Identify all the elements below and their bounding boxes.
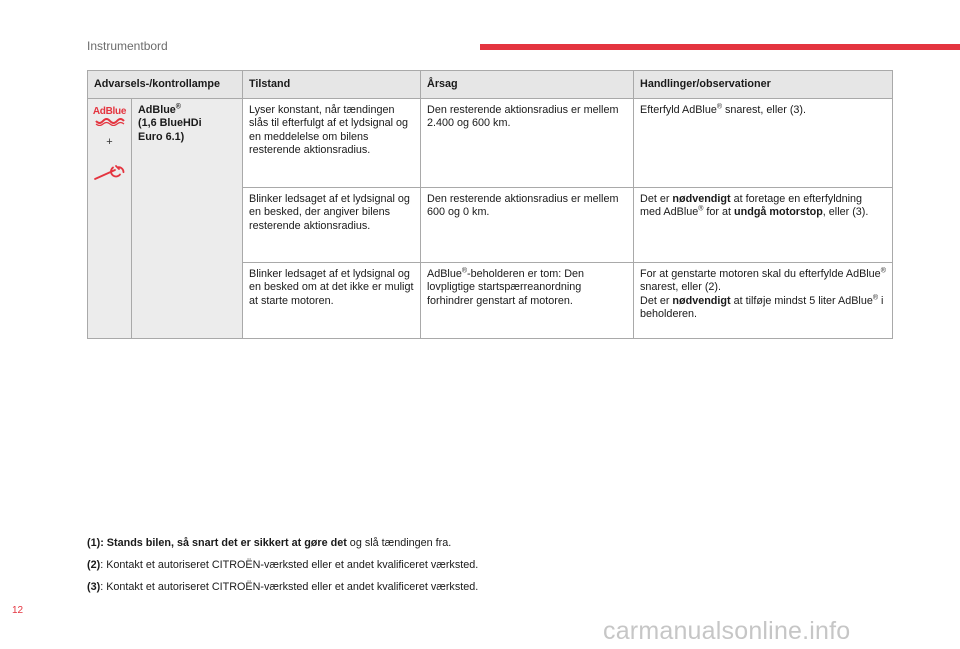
footnote-3: (3): Kontakt et autoriseret CITROËN-værksted eller et andet kvalificeret værksted. <box>87 581 479 593</box>
section-title: Instrumentbord <box>87 39 168 53</box>
row2-tilstand: Blinker ledsaget af et lydsignal og en besked, der angiver bilens resterende aktionsradius. <box>243 188 421 263</box>
lamp-euro-line: Euro 6.1) <box>138 130 185 143</box>
warning-lamp-table <box>87 70 893 339</box>
table-header-row <box>88 71 893 99</box>
adblue-lamp-icon: AdBlue <box>92 106 127 117</box>
lamp-name: AdBlue <box>138 104 176 116</box>
lamp-engine-line: (1,6 BlueHDi <box>138 117 202 130</box>
row1-tilstand: Lyser konstant, når tændingen slås til efterfulgt af et lydsignal og en meddelelse om bilens resterende aktionsradius. <box>243 99 421 188</box>
footnotes <box>87 537 478 603</box>
table-row <box>88 99 893 188</box>
wrench-service-icon <box>92 164 128 182</box>
page-number: 12 <box>12 605 24 616</box>
footnote-2: (2): Kontakt et autoriseret CITROËN-værksted eller et andet kvalificeret værksted. <box>87 559 479 571</box>
lamp-name-cell <box>132 99 243 339</box>
col-header-tilstand: Tilstand <box>243 71 421 99</box>
row1-handling: Efterfyld AdBlue® snarest, eller (3). <box>634 99 893 188</box>
row3-aarsag: AdBlue®-beholderen er tom: Den lovpligtige startspærreanordning forhindrer genstart af motoren. <box>421 263 634 339</box>
watermark: carmanualsonline.info <box>603 617 851 645</box>
col-header-lamp: Advarsels-/kontrollampe <box>88 71 243 99</box>
adblue-wave-icon <box>95 118 125 126</box>
col-header-handlinger: Handlinger/observationer <box>634 71 893 99</box>
section-accent-bar <box>480 44 960 50</box>
row1-aarsag: Den resterende aktionsradius er mellem 2.400 og 600 km. <box>421 99 634 188</box>
row2-aarsag: Den resterende aktionsradius er mellem 600 og 0 km. <box>421 188 634 263</box>
row3-handling: For at genstarte motoren skal du efterfylde AdBlue® snarest, eller (2). Det er nødvendigt at tilføje mindst 5 liter AdBlue® i beholderen. <box>634 263 893 339</box>
footnote-1: (1): Stands bilen, så snart det er sikkert at gøre det og slå tændingen fra. <box>87 537 452 549</box>
col-header-aarsag: Årsag <box>421 71 634 99</box>
lamp-icon-cell <box>88 99 132 339</box>
plus-sign: + <box>106 136 113 149</box>
row3-tilstand: Blinker ledsaget af et lydsignal og en besked om at det ikke er muligt at starte motoren. <box>243 263 421 339</box>
row2-handling: Det er nødvendigt at foretage en efterfyldning med AdBlue® for at undgå motorstop, eller (3). <box>634 188 893 263</box>
registered-mark: ® <box>175 103 181 111</box>
